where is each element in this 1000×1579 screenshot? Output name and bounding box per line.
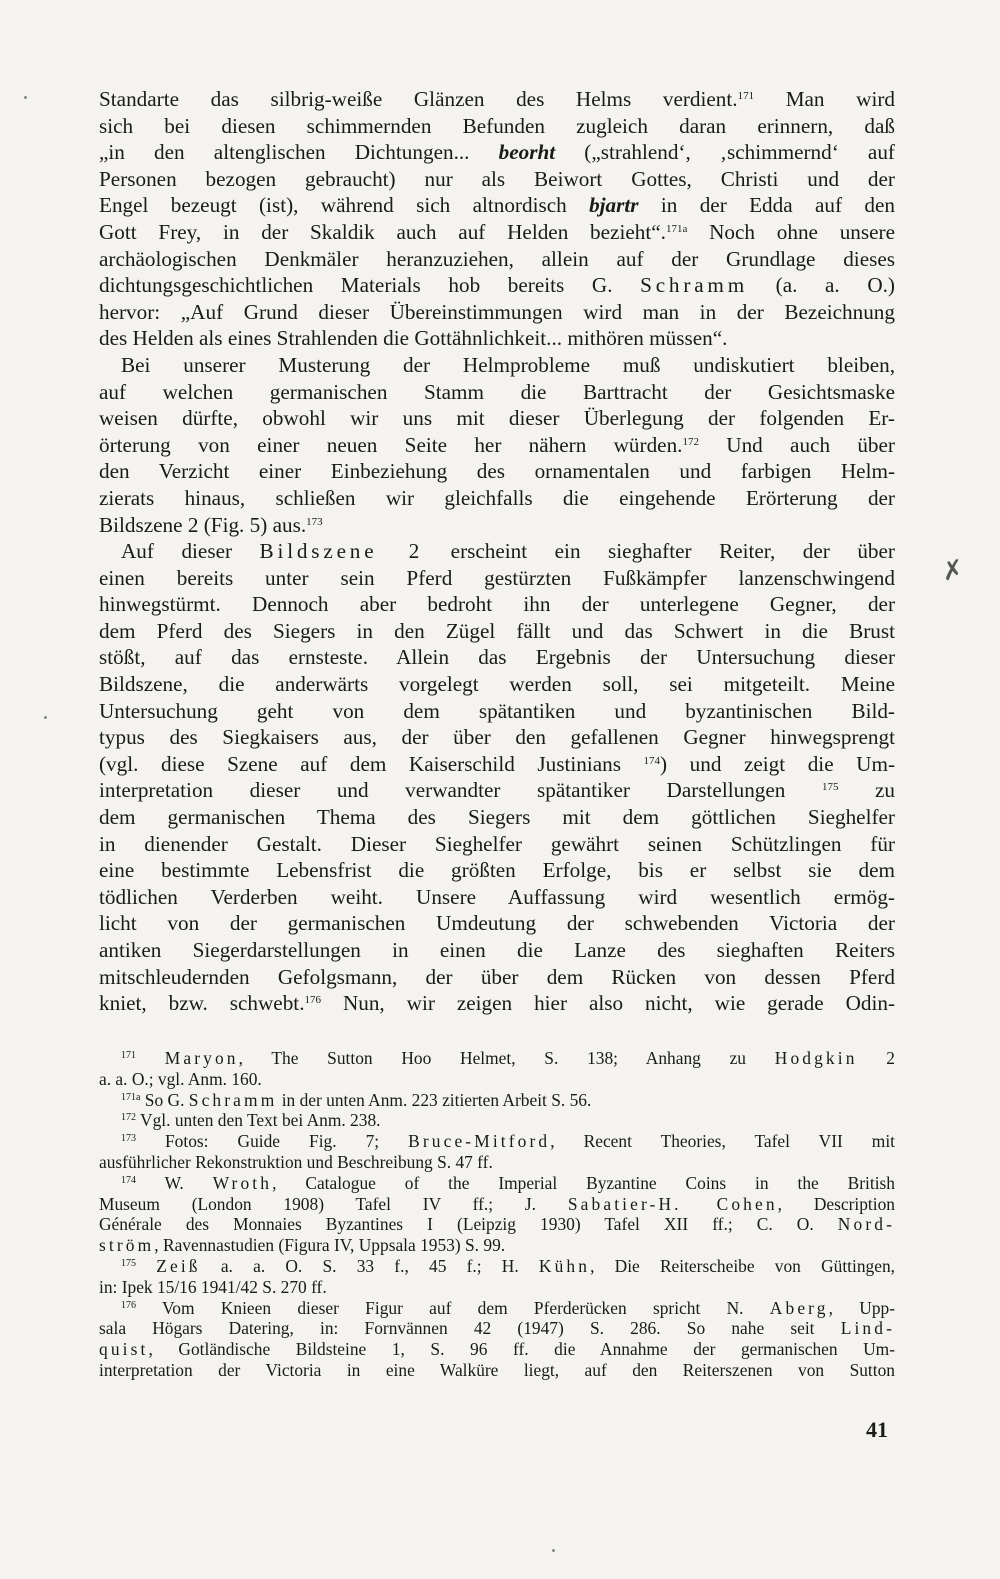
spaced-name: Schramm (188, 1089, 278, 1110)
footnote-ref: 176 (121, 1299, 136, 1311)
text-line: antiken Siegerdarstellungen in einen die Lanze des sieghaften Reiters (99, 938, 895, 962)
text-line: den Verzicht einer Einbeziehung des ornamentalen und farbigen Helm- (99, 459, 895, 484)
scan-speck (44, 716, 47, 719)
text-line: Standarte das silbrig-weiße Glänzen des Helms verdient.$^{171}$ Man wird (99, 87, 895, 111)
footnote (99, 1256, 895, 1298)
footnote (99, 1110, 895, 1131)
footnote-ref: 175 (821, 781, 839, 794)
footnote-line: in: Ipek 15/16 1941/42 S. 270 ff. (99, 1276, 327, 1297)
footnote-line: sala Högars Datering, in: Fornvännen 42 (1947) S. 286. So nahe seit Lind- (99, 1318, 895, 1339)
footnote-line: Générale des Monnaies Byzantines I (Leipzig 1930) Tafel XII ff.; C. O. Nord- (99, 1214, 895, 1235)
text-line: licht von der germanischen Umdeutung der schwebenden Victoria der (99, 911, 895, 936)
text-line: kniet, bzw. schwebt.$^{176}$ Nun, wir zeigen hier also nicht, wie gerade Odin- (99, 991, 895, 1016)
footnote-ref: 171 (737, 90, 755, 102)
footnote-ref: 173 (121, 1133, 136, 1145)
footnote-line: ström, Ravennastudien (Figura IV, Uppsala 1953) S. 99. (99, 1235, 506, 1256)
footnote-line: $^{175}$ Zeiß a. a. O. S. 33 f., 45 f.; H. Kühn, Die Reiterscheibe von Güttingen, (121, 1255, 895, 1276)
spaced-name: Nord- (837, 1214, 895, 1235)
text-line: in dienender Gestalt. Dieser Sieghelfer gewährt seinen Schützlingen für (99, 831, 895, 856)
spaced-name: Lind- (840, 1318, 895, 1339)
footnote-line: quist, Gotländische Bildsteine 1, S. 96 ff. die Annahme der germanischen Um- (99, 1339, 895, 1360)
footnote-line: a. a. O.; vgl. Anm. 160. (99, 1068, 262, 1089)
footnote-line: ausführlicher Rekonstruktion und Beschreibung S. 47 ff. (99, 1151, 493, 1172)
footnote (99, 1131, 895, 1173)
text-line: typus des Siegkaisers aus, der über den gefallenen Gegner hinwegsprengt (99, 725, 895, 750)
text-line: stößt, auf das ernsteste. Allein das Ergebnis der Untersuchung dieser (99, 645, 895, 670)
text-line: hinwegstürmt. Dennoch aber bedroht ihn der unterlegene Gegner, der (99, 592, 895, 617)
main-text (99, 86, 895, 1017)
spaced-name: Aberg (769, 1297, 829, 1318)
text-line: Bildszene, die anderwärts vorgelegt werden soll, sei mitgeteilt. Meine (99, 672, 895, 697)
spaced-name: Hodgkin (774, 1048, 858, 1068)
footnote-ref: 173 (306, 515, 323, 528)
footnote-line: Museum (London 1908) Tafel IV ff.; J. Sabatier-H. Cohen, Description (99, 1193, 895, 1214)
text-line: eine bestimmte Lebensfrist die größten Erfolge, bis er selbst sie dem (99, 858, 895, 883)
footnote (99, 1090, 895, 1111)
margin-annotation: ✗ (939, 554, 967, 588)
text-line: dem germanischen Thema des Siegers mit dem göttlichen Sieghelfer (99, 805, 895, 830)
text-line: Bildszene 2 (Fig. 5) aus.$^{173}$ (99, 512, 323, 537)
text-line: Engel bezeugt (ist), während sich altnordisch bjartr in der Edda auf den (99, 193, 895, 218)
text-line: archäologischen Denkmäler heranzuziehen, allein auf der Grundlage dieses (99, 246, 895, 271)
footnote (99, 1048, 895, 1090)
text-line: Bei unserer Musterung der Helmprobleme muß undiskutiert bleiben, (121, 352, 895, 377)
footnote-ref: 172 (682, 435, 699, 448)
footnote-ref: 174 (643, 754, 661, 767)
text-line: hervor: „Auf Grund dieser Übereinstimmungen wird man in der Bezeichnung (99, 299, 895, 324)
text-line: Gott Frey, in der Skaldik auch auf Helden bezieht“.$^{171a}$ Noch ohne unsere (99, 219, 895, 244)
footnote-line: $^{176}$ Vom Knieen dieser Figur auf dem Pferderücken spricht N. Aberg, Upp- (121, 1297, 896, 1318)
spaced-name: Kühn (538, 1255, 591, 1276)
text-line: Untersuchung geht von dem spätantiken und byzantinischen Bild- (99, 698, 895, 723)
footnote-line: $^{174}$ W. Wroth, Catalogue of the Imperial Byzantine Coins in the British (121, 1172, 896, 1193)
text-line: tödlichen Verderben weiht. Unsere Auffassung wird wesentlich ermög- (99, 884, 895, 909)
footnote-line: $^{172}$ Vgl. unten den Text bei Anm. 238. (121, 1110, 381, 1131)
footnote-line: $^{171}$ Maryon, The Sutton Hoo Helmet, S. 138; Anhang zu Hodgkin 2 (121, 1048, 895, 1068)
footnote-ref: 171a (665, 222, 688, 235)
scan-speck (24, 96, 27, 99)
spaced-name: Wroth (212, 1172, 273, 1193)
footnote-line: $^{171a}$ So G. Schramm in der unten Anm. 223 zitierten Arbeit S. 56. (121, 1089, 592, 1110)
footnote-ref: 172 (121, 1112, 136, 1124)
footnote-ref: 175 (121, 1257, 136, 1269)
text-line: Personen bezogen gebraucht) nur als Beiwort Gottes, Christi und der (99, 166, 895, 191)
text-line: des Helden als eines Strahlenden die Gottähnlichkeit... mithören müssen“. (99, 326, 728, 351)
italic-term: beorht (498, 140, 556, 165)
footnote-ref: 171 (121, 1050, 136, 1061)
spaced-name: Schramm (640, 273, 749, 298)
spaced-name: Bildszene 2 (259, 539, 424, 564)
text-line: weisen dürfte, obwohl wir uns mit dieser Überlegung der folgenden Er- (99, 406, 895, 431)
page-number: 41 (866, 1417, 888, 1442)
spaced-name: Sabatier-H. Cohen (567, 1193, 778, 1214)
text-line: dichtungsgeschichtlichen Materials hob bereits G. Schramm (a. a. O.) (99, 273, 895, 298)
text-line: mitschleudernden Gefolgsmann, der über dem Rücken von dessen Pferd (99, 964, 895, 989)
text-line: „in den altenglischen Dichtungen... beorht („strahlend‘, ‚schimmernd‘ auf (99, 140, 895, 165)
footnote-ref: 171a (121, 1091, 141, 1103)
footnote-ref: 176 (304, 994, 321, 1007)
text-line: sich bei diesen schimmernden Befunden zugleich daran erinnern, daß (99, 113, 895, 138)
text-line: Auf dieser Bildszene 2 erscheint ein sieghafter Reiter, der über (121, 539, 895, 564)
footnote-ref: 174 (121, 1174, 136, 1186)
footnote (99, 1298, 895, 1381)
spaced-name: ström (99, 1235, 155, 1256)
text-line: dem Pferd des Siegers in den Zügel fällt und das Schwert in die Brust (99, 618, 895, 643)
footnote-line: interpretation der Victoria in eine Walküre liegt, auf den Reiterszenen von Sutton (99, 1359, 895, 1380)
footnotes (99, 1048, 895, 1381)
italic-term: bjartr (589, 193, 639, 218)
footnote-line: $^{173}$ Fotos: Guide Fig. 7; Bruce-Mitford, Recent Theories, Tafel VII mit (121, 1131, 895, 1152)
spaced-name: quist (99, 1339, 149, 1360)
text-line: zierats hinaus, schließen wir gleichfalls die eingehende Erörterung der (99, 485, 895, 510)
scan-speck (552, 1549, 555, 1552)
spaced-name: Maryon (164, 1048, 239, 1068)
spaced-name: Zeiß (156, 1255, 201, 1276)
spaced-name: Bruce-Mitford (408, 1131, 551, 1152)
text-line: einen bereits unter sein Pferd gestürzten Fußkämpfer lanzenschwingend (99, 565, 895, 590)
text-line: auf welchen germanischen Stamm die Barttracht der Gesichtsmaske (99, 379, 895, 404)
footnote (99, 1173, 895, 1256)
text-line: interpretation dieser und verwandter spätantiker Darstellungen $^{175}$ zu (99, 778, 895, 803)
text-line: örterung von einer neuen Seite her nähern würden.$^{172}$ Und auch über (99, 432, 895, 457)
text-line: (vgl. diese Szene auf dem Kaiserschild Justinians $^{174}$) und zeigt die Um- (99, 751, 895, 776)
